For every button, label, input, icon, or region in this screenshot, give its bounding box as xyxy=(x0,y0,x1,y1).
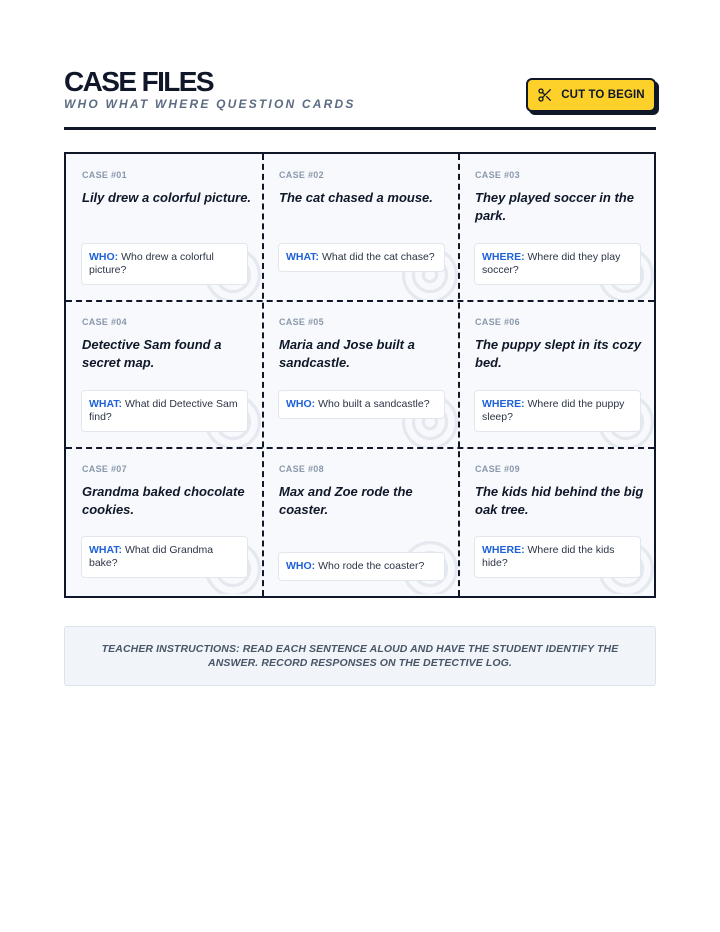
question-type: WHAT: xyxy=(89,398,123,410)
header xyxy=(64,66,656,130)
question-text: Where did the puppy sleep? xyxy=(482,398,625,423)
question-type: WHERE: xyxy=(482,251,525,263)
case-sentence: Lily drew a colorful picture. xyxy=(82,190,252,205)
question-text: Who rode the coaster? xyxy=(318,560,425,572)
question-box xyxy=(278,243,445,272)
question-box xyxy=(81,536,248,578)
case-number: CASE #06 xyxy=(475,317,520,327)
question-card xyxy=(66,301,262,447)
question-box xyxy=(81,243,248,285)
question-box xyxy=(474,243,641,285)
case-number: CASE #07 xyxy=(82,464,127,474)
scissors-icon xyxy=(537,87,553,103)
question-type: WHAT: xyxy=(286,251,320,263)
case-number: CASE #03 xyxy=(475,170,520,180)
question-text: What did Detective Sam find? xyxy=(89,398,238,423)
question-type: WHO: xyxy=(286,398,316,410)
cut-to-begin-button[interactable] xyxy=(526,78,656,112)
case-number: CASE #04 xyxy=(82,317,127,327)
cut-button-label: CUT TO BEGIN xyxy=(561,89,645,101)
question-card xyxy=(66,448,262,594)
question-card xyxy=(459,154,655,300)
teacher-instructions xyxy=(64,626,656,686)
question-card-grid xyxy=(64,152,656,598)
question-card xyxy=(459,448,655,594)
page-title: CASE FILES xyxy=(64,66,213,97)
question-text: Who built a sandcastle? xyxy=(318,398,430,410)
case-number: CASE #01 xyxy=(82,170,127,180)
instructions-text: TEACHER INSTRUCTIONS: READ EACH SENTENCE ALOUD AND HAVE THE STUDENT IDENTIFY THE ANSWER. RECORD RESPONSES ON THE DETECTIVE LOG. xyxy=(101,643,619,669)
question-text: Where did they play soccer? xyxy=(482,251,621,276)
case-sentence: Detective Sam found a secret map. xyxy=(82,337,222,370)
case-sentence: Max and Zoe rode the coaster. xyxy=(279,484,413,517)
case-sentence: They played soccer in the park. xyxy=(475,190,634,223)
question-text: What did the cat chase? xyxy=(321,251,435,263)
case-sentence: The puppy slept in its cozy bed. xyxy=(475,337,642,370)
case-number: CASE #05 xyxy=(279,317,324,327)
case-sentence: The cat chased a mouse. xyxy=(279,190,433,205)
case-number: CASE #09 xyxy=(475,464,520,474)
question-box xyxy=(278,552,445,581)
question-type: WHERE: xyxy=(482,398,525,410)
question-type: WHO: xyxy=(286,560,316,572)
question-type: WHO: xyxy=(89,251,119,263)
question-box xyxy=(81,390,248,432)
question-text: What did Grandma bake? xyxy=(89,544,214,569)
case-sentence: Maria and Jose built a sandcastle. xyxy=(279,337,415,370)
question-card xyxy=(459,301,655,447)
case-sentence: Grandma baked chocolate cookies. xyxy=(82,484,245,517)
case-sentence: The kids hid behind the big oak tree. xyxy=(475,484,644,517)
question-card xyxy=(263,154,459,300)
question-text: Where did the kids hide? xyxy=(482,544,615,569)
header-divider xyxy=(64,127,656,130)
question-card xyxy=(263,448,459,594)
question-card xyxy=(263,301,459,447)
question-type: WHERE: xyxy=(482,544,525,556)
question-box xyxy=(278,390,445,419)
question-type: WHAT: xyxy=(89,544,123,556)
case-number: CASE #02 xyxy=(279,170,324,180)
question-box xyxy=(474,536,641,578)
question-card xyxy=(66,154,262,300)
case-number: CASE #08 xyxy=(279,464,324,474)
question-text: Who drew a colorful picture? xyxy=(89,251,214,276)
question-box xyxy=(474,390,641,432)
page-subtitle: WHO WHAT WHERE QUESTION CARDS xyxy=(64,97,356,111)
